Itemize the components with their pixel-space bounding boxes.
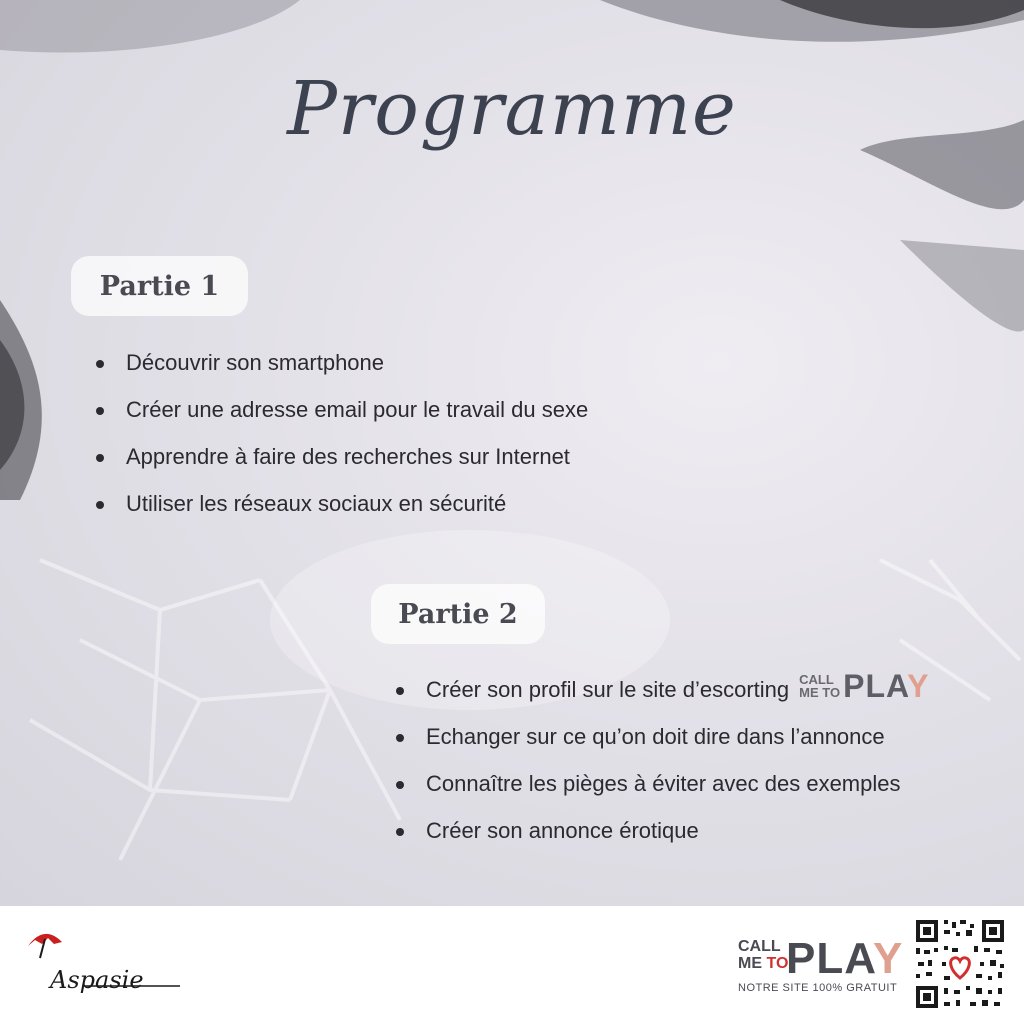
footer	[0, 906, 1024, 1024]
list-item	[96, 395, 588, 442]
brand-call-me-to	[738, 938, 788, 972]
brand-call: CALL	[738, 938, 781, 955]
list-item-text: Créer une adresse email pour le travail du sexe	[126, 397, 589, 422]
page-title: Programme	[287, 66, 737, 152]
brand-play	[786, 934, 903, 984]
list-item	[96, 489, 588, 536]
list-item	[396, 668, 930, 722]
inline-logo-me-to: ME TO	[799, 685, 841, 700]
callmetoplay-logo	[738, 934, 908, 1008]
part-1-heading: Partie 1	[71, 256, 248, 316]
part-2-list	[396, 668, 930, 863]
list-item-text: Connaître les pièges à éviter avec des exemples	[426, 771, 901, 796]
inline-logo-y: Y	[907, 668, 930, 704]
brand-to: TO	[766, 955, 789, 972]
list-item-text: Créer son profil sur le site d’escorting	[426, 677, 790, 702]
callmetoplay-inline-logo	[799, 669, 929, 703]
brand-y: Y	[872, 934, 904, 983]
brand-me: ME	[738, 955, 762, 972]
part-2-heading: Partie 2	[371, 584, 545, 644]
list-item	[396, 769, 930, 816]
qr-code-icon[interactable]	[914, 918, 1006, 1010]
brand-pla: PLA	[786, 934, 873, 983]
inline-logo-play	[843, 669, 929, 703]
list-item-text: Utiliser les réseaux sociaux en sécurité	[126, 491, 507, 516]
list-item-text: Créer son annonce érotique	[426, 818, 699, 843]
list-item	[396, 816, 930, 863]
inline-logo-call: CALL	[799, 672, 834, 687]
inline-logo-pla: PLA	[843, 668, 908, 704]
list-item	[396, 722, 930, 769]
aspasie-wordmark: Aspasie	[50, 966, 144, 994]
list-item	[96, 442, 588, 489]
list-item-text: Apprendre à faire des recherches sur Internet	[126, 444, 570, 469]
inline-logo-call-me-to	[799, 673, 840, 699]
list-item-text: Découvrir son smartphone	[126, 350, 385, 375]
list-item	[96, 348, 588, 395]
brand-tagline: NOTRE SITE 100% GRATUIT	[738, 982, 898, 994]
aspasie-logo	[22, 924, 192, 1004]
part-1-list	[96, 348, 588, 536]
list-item-text: Echanger sur ce qu’on doit dire dans l’annonce	[426, 724, 885, 749]
